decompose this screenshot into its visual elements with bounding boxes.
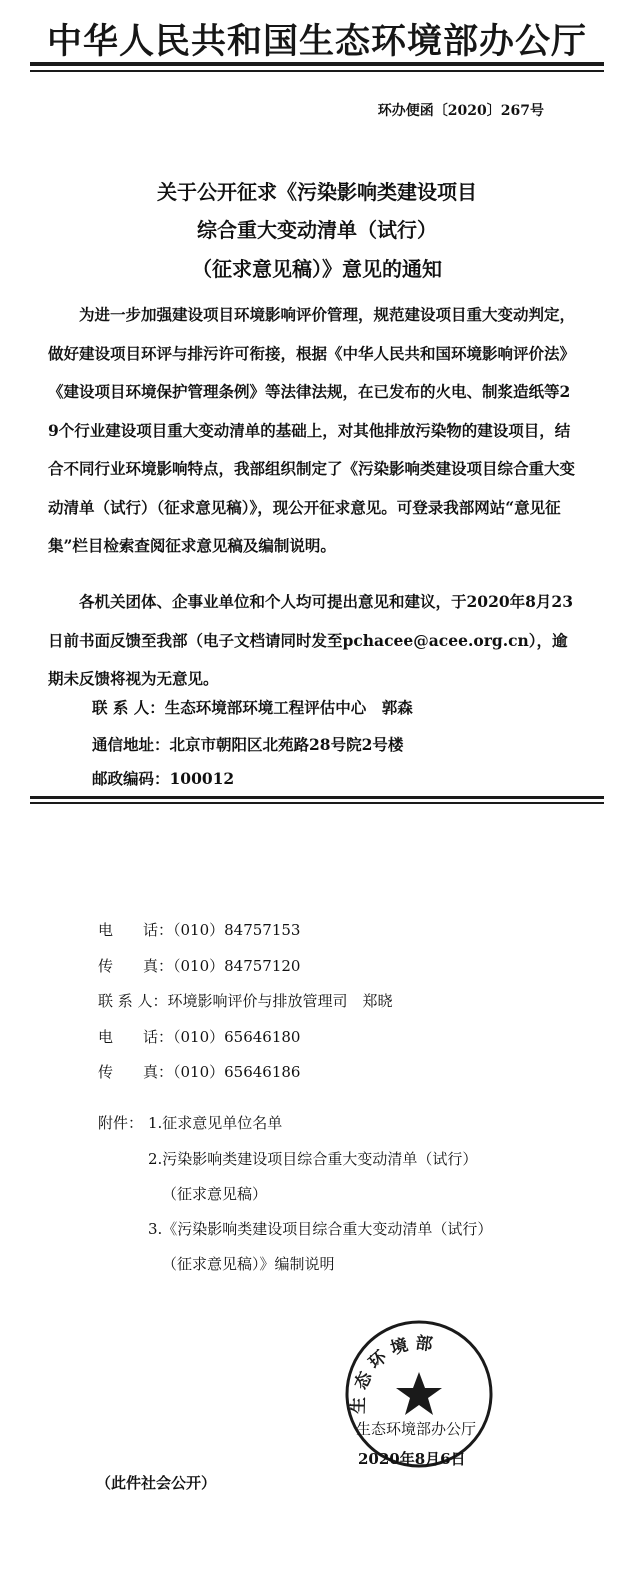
public-disclosure-note: （此件社会公开） (96, 1474, 217, 1492)
notice-title-line-3: （征求意见稿）》意见的通知 (192, 257, 442, 281)
postal-code: 邮政编码：100012 (92, 769, 235, 788)
document-number: 环办便函〔2020〕267号 (377, 103, 544, 119)
body-paragraph-2: 各机关团体、企事业单位和个人均可提出意见和建议，于2020年8月23日前书面反馈至我部（电子文档请同时发至pchacee@acee.org.cn），逾期未反馈将视为无意见。 (48, 592, 573, 688)
fax-2: 传 真：（010）65646186 (98, 1063, 301, 1081)
section-rule-thin (30, 802, 604, 804)
attachment-item-1: 1.征求意见单位名单 (148, 1114, 283, 1132)
fax-1: 传 真：（010）84757120 (98, 957, 301, 975)
attachments-label: 附件： (98, 1114, 144, 1132)
attachment-item-2-continued: （征求意见稿） (162, 1185, 268, 1203)
agency-title: 中华人民共和国生态环境部办公厅 (46, 22, 587, 62)
seal-star-icon (396, 1372, 442, 1415)
header-rule-thick (30, 62, 604, 66)
attachment-item-3: 3.《污染影响类建设项目综合重大变动清单（试行） (148, 1220, 493, 1238)
section-rule-thick (30, 796, 604, 799)
body-paragraph-1: 为进一步加强建设项目环境影响评价管理，规范建设项目重大变动判定，做好建设项目环评与排污许可衔接，根据《中华人民共和国环境影响评价法》《建设项目环境保护管理条例》等法律法规，在已发布的火电、制浆造纸等29个行业建设项目重大变动清单的基础上，对其他排放污染物的建设项目，结合不同行业环境影响特点，我部组织制定了《污染影响类建设项目综合重大变动清单（试行）（征求意见稿）》，现公开征求意见。可登录我部网站“意见征集”栏目检索查阅征求意见稿及编制说明。 (48, 305, 576, 555)
issuer-name: 生态环境部办公厅 (356, 1420, 477, 1438)
phone-1: 电 话：（010）84757153 (98, 921, 301, 939)
notice-title-line-1: 关于公开征求《污染影响类建设项目 (157, 180, 477, 204)
contact-person-2: 联 系 人：环境影响评价与排放管理司 郑晓 (98, 992, 393, 1010)
contact-person-1: 联 系 人：生态环境部环境工程评估中心 郭森 (92, 698, 413, 717)
issue-date: 2020年8月6日 (358, 1450, 466, 1468)
attachment-item-2: 2.污染影响类建设项目综合重大变动清单（试行） (148, 1150, 478, 1168)
phone-2: 电 话：（010）65646180 (98, 1028, 301, 1046)
attachment-item-3-continued: （征求意见稿）》编制说明 (162, 1255, 335, 1273)
mailing-address: 通信地址：北京市朝阳区北苑路28号院2号楼 (92, 735, 404, 754)
svg-text:生态环境部: 生态环境部 (348, 1333, 440, 1415)
notice-title-line-2: 综合重大变动清单（试行） (197, 218, 437, 242)
header-rule-thin (30, 70, 604, 72)
